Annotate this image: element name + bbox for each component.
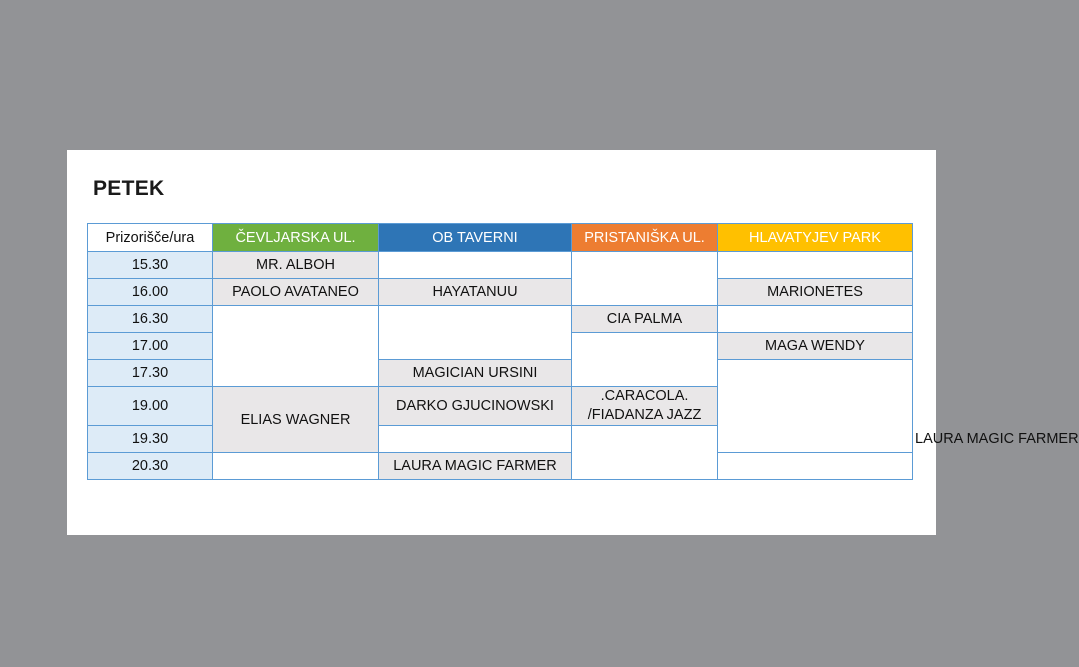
empty-cell <box>379 252 572 279</box>
empty-cell <box>572 333 718 387</box>
empty-cell <box>718 453 913 480</box>
time-cell: 17.00 <box>88 333 213 360</box>
act-cell: MR. ALBOH <box>213 252 379 279</box>
empty-cell <box>379 426 572 453</box>
act-cell: HAYATANUU <box>379 279 572 306</box>
table-row <box>88 360 913 387</box>
header-row <box>88 224 913 252</box>
header-venue-time: Prizorišče/ura <box>88 224 213 252</box>
time-cell: 16.00 <box>88 279 213 306</box>
act-cell: MAGA WENDY <box>718 333 913 360</box>
act-cell: PAOLO AVATANEO <box>213 279 379 306</box>
table-row <box>88 453 913 480</box>
act-cell: ELIAS WAGNER <box>213 387 379 453</box>
time-cell: 19.00 <box>88 387 213 426</box>
time-cell: 15.30 <box>88 252 213 279</box>
act-cell: LAURA MAGIC FARMER <box>379 453 572 480</box>
table-row <box>88 279 913 306</box>
act-cell: DARKO GJUCINOWSKI <box>379 387 572 426</box>
time-cell: 19.30 <box>88 426 213 453</box>
empty-cell <box>213 453 379 480</box>
act-cell: .CARACOLA. /FIADANZA JAZZ <box>572 387 718 426</box>
empty-cell <box>718 252 913 279</box>
table-row: 19.30 LAURA MAGIC FARMER <box>88 426 913 453</box>
act-cell: MARIONETES <box>718 279 913 306</box>
header-venue-pristaniska: PRISTANIŠKA UL. <box>572 224 718 252</box>
act-cell: MAGICIAN URSINI <box>379 360 572 387</box>
act-cell: CIA PALMA <box>572 306 718 333</box>
schedule-card <box>67 150 1079 535</box>
page-title: PETEK <box>93 177 165 200</box>
empty-cell <box>572 252 718 306</box>
empty-cell <box>379 306 572 360</box>
time-cell: 17.30 <box>88 360 213 387</box>
empty-cell <box>718 306 913 333</box>
time-cell: 20.30 <box>88 453 213 480</box>
schedule-table <box>87 223 1079 480</box>
empty-cell <box>213 306 379 387</box>
table-row <box>88 252 913 279</box>
empty-cell <box>572 426 718 480</box>
table-row <box>88 306 913 333</box>
header-venue-ob-taverni: OB TAVERNI <box>379 224 572 252</box>
header-venue-hlavatyjev: HLAVATYJEV PARK <box>718 224 913 252</box>
time-cell: 16.30 <box>88 306 213 333</box>
empty-cell <box>718 360 913 453</box>
header-venue-cevljarska: ČEVLJARSKA UL. <box>213 224 379 252</box>
